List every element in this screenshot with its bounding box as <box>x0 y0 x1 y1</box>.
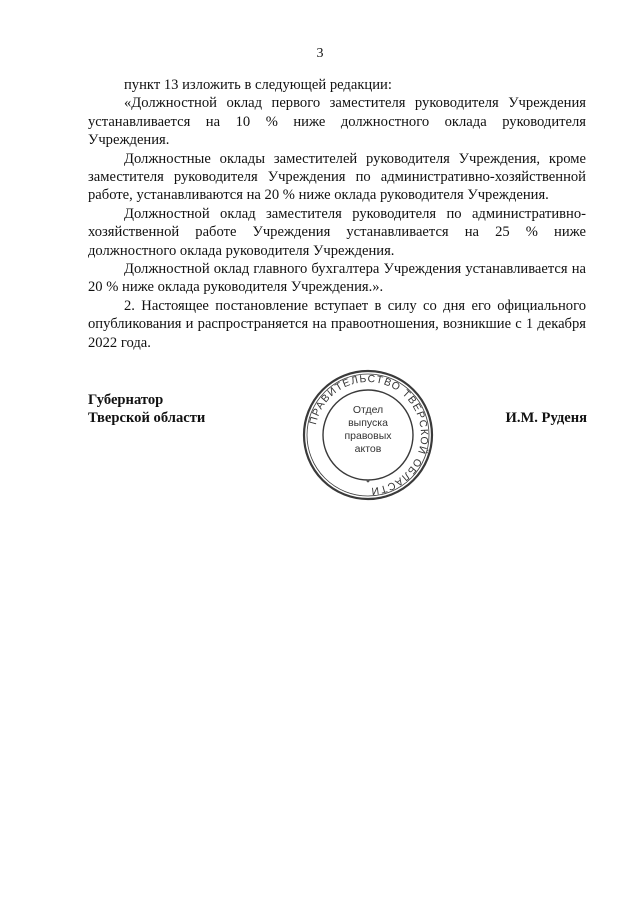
document-body <box>88 76 586 352</box>
signatory-position <box>88 391 205 428</box>
paragraph-first-deputy-salary: «Должностной оклад первого заместителя руководителя Учреждения устанавливается на 10 % ниже должностного оклада руководителя Учреждения. <box>88 95 586 149</box>
page-number: 3 <box>316 46 324 61</box>
signatory-name: И.М. Руденя <box>505 410 587 426</box>
seal-inner-line: Отдел <box>352 404 384 416</box>
seal-inner-text <box>328 404 408 456</box>
seal-inner-line: актов <box>354 443 382 455</box>
seal-ring-textpath: ПРАВИТЕЛЬСТВО ТВЕРСКОЙ ОБЛАСТИ <box>308 373 430 497</box>
seal-inner-line: выпуска <box>348 417 388 429</box>
official-seal <box>301 368 435 502</box>
paragraph-admin-deputy-salary: Должностной оклад заместителя руководителя по административно-хозяйственной работе Учреждения устанавливается на 25 % ниже должностного оклада руководителя Учреждения. <box>88 205 586 259</box>
paragraph-amendment-intro: пункт 13 изложить в следующей редакции: <box>124 77 392 93</box>
signatory-title: Губернатор <box>88 392 164 408</box>
seal-dot <box>367 480 370 483</box>
paragraph-effective-date: 2. Настоящее постановление вступает в силу со дня его официального опубликования и распространяется на правоотношения, возникшие с 1 декабря 2022 года. <box>88 297 586 351</box>
seal-inner-line: правовых <box>344 430 392 442</box>
signatory-region: Тверской области <box>88 410 206 427</box>
paragraph-deputies-salary: Должностные оклады заместителей руководителя Учреждения, кроме заместителя руководителя Учреждения по административно-хозяйственной работе, устанавливаются на 20 % ниже оклада руководителя Учреждения. <box>88 150 586 204</box>
paragraph-chief-accountant-salary: Должностной оклад главного бухгалтера Учреждения устанавливается на 20 % ниже оклада руководителя Учреждения.». <box>88 261 586 296</box>
